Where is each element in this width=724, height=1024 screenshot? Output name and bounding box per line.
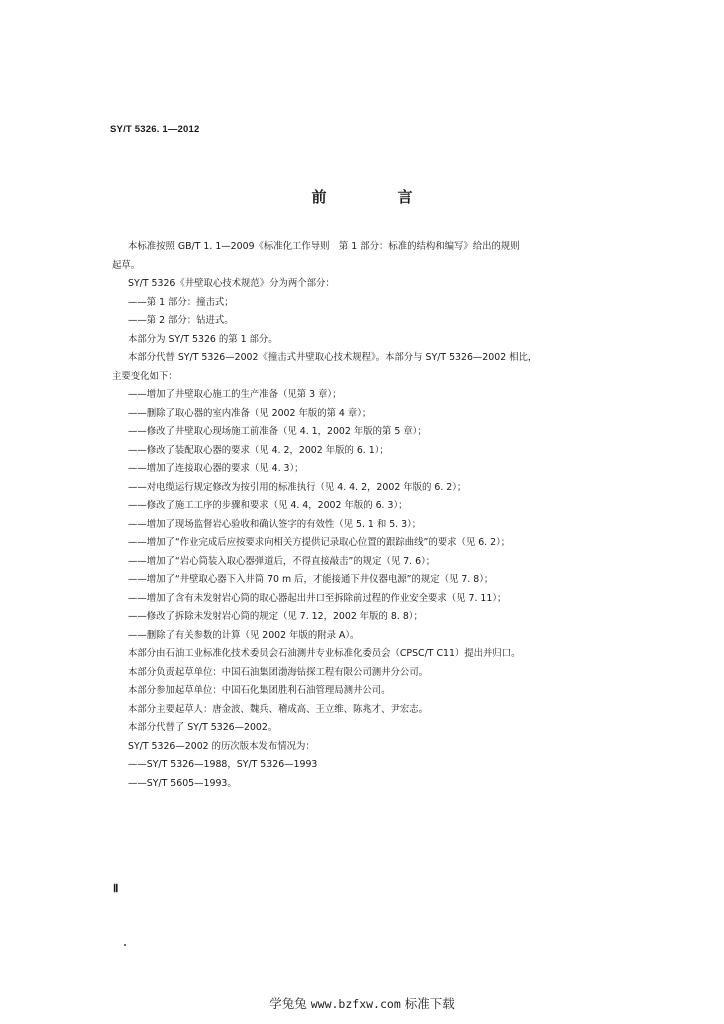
paragraph-line: ——删除了取心器的室内准备（见 2002 年版的第 4 章）； [128, 407, 372, 419]
page-title: 前 言 [311, 188, 441, 206]
paragraph-line: ——增加了“作业完成后应按要求向相关方提供记录取心位置的跟踪曲线”的要求（见 6. 2）； [128, 537, 511, 548]
paragraph-line: 本部分负责起草单位：中国石油集团渤海钻探工程有限公司测井分公司。 [128, 666, 429, 678]
paragraph-line: 本部分由石油工业标准化技术委员会石油测井专业标准化委员会（CPSC/T C11）提出并归口。 [128, 648, 521, 659]
paragraph-line: 起草。 [112, 259, 141, 271]
paragraph-line: ——修改了施工工序的步骤和要求（见 4. 4，2002 年版的 6. 3）； [128, 500, 408, 511]
standard-code: SY/T 5326. 1—2012 [110, 124, 200, 135]
paragraph-line: 本部分代替 SY/T 5326—2002《撞击式井壁取心技术规程》。本部分与 SY/T 5326—2002 相比， [128, 352, 538, 363]
paragraph-line: ——增加了井壁取心施工的生产准备（见第 3 章）； [128, 389, 342, 400]
paragraph-line: ——第 2 部分：钻进式。 [128, 315, 234, 326]
paragraph-line: ——修改了拆除未发射岩心筒的规定（见 7. 12，2002 年版的 8. 8）； [128, 611, 423, 622]
paragraph-line: 主要变化如下： [112, 370, 178, 382]
paragraph-line: ——删除了有关参数的计算（见 2002 年版的附录 A）。 [128, 629, 360, 641]
paragraph-line: 本部分参加起草单位：中国石化集团胜利石油管理局测井公司。 [128, 685, 391, 696]
paragraph-line: 本部分为 SY/T 5326 的第 1 部分。 [128, 333, 278, 345]
paragraph-line: 本标准按照 GB/T 1. 1—2009《标准化工作导则 第 1 部分：标准的结构和编写》给出的规则 [128, 241, 520, 252]
watermark-suffix: 标准下载 [404, 996, 455, 1011]
paragraph-line: ——增加了连接取心器的要求（见 4. 3）； [128, 463, 304, 474]
paragraph-line: 本部分代替了 SY/T 5326—2002。 [128, 722, 278, 733]
foreword-body [112, 238, 620, 793]
paragraph-line: ——对电缆运行规定修改为按引用的标准执行（见 4. 4. 2，2002 年版的 6. 2）； [128, 481, 467, 493]
paragraph-line: ——增加了“井壁取心器下入井筒 70 m 后，才能接通下井仪器电源”的规定（见 7. 8）； [128, 574, 494, 585]
paragraph-line: 本部分主要起草人：唐金波、魏兵、稽成高、王立维、陈兆才、尹宏志。 [128, 703, 429, 715]
page-number: Ⅱ [113, 883, 119, 895]
paragraph-line: SY/T 5326《井壁取心技术规范》分为两个部分： [128, 278, 335, 289]
paragraph-line: ——修改了装配取心器的要求（见 4. 2，2002 年版的 6. 1）； [128, 444, 389, 456]
paragraph-line: SY/T 5326—2002 的历次版本发布情况为： [128, 740, 315, 752]
paragraph-line: ——增加了“岩心筒装入取心器弹道后，不得直接敲击”的规定（见 7. 6）； [128, 555, 436, 567]
paragraph-line: ——增加了含有未发射岩心筒的取心器起出井口至拆除前过程的作业安全要求（见 7. 11）； [128, 592, 507, 604]
watermark [0, 994, 724, 1012]
paragraph-line: ——SY/T 5605—1993。 [128, 777, 237, 789]
watermark-url: www.bzfxw.com [310, 997, 401, 1011]
paragraph-line: ——修改了井壁取心现场施工前准备（见 4. 1，2002 年版的第 5 章）； [128, 426, 427, 437]
paragraph-line: ——增加了现场监督岩心验收和确认签字的有效性（见 5. 1 和 5. 3）； [128, 518, 422, 530]
paragraph-line: ——第 1 部分：撞击式； [128, 296, 234, 308]
watermark-prefix: 学兔兔 [269, 996, 307, 1011]
paragraph-line: ——SY/T 5326—1988，SY/T 5326—1993 [128, 759, 318, 770]
scan-speck [124, 944, 126, 946]
